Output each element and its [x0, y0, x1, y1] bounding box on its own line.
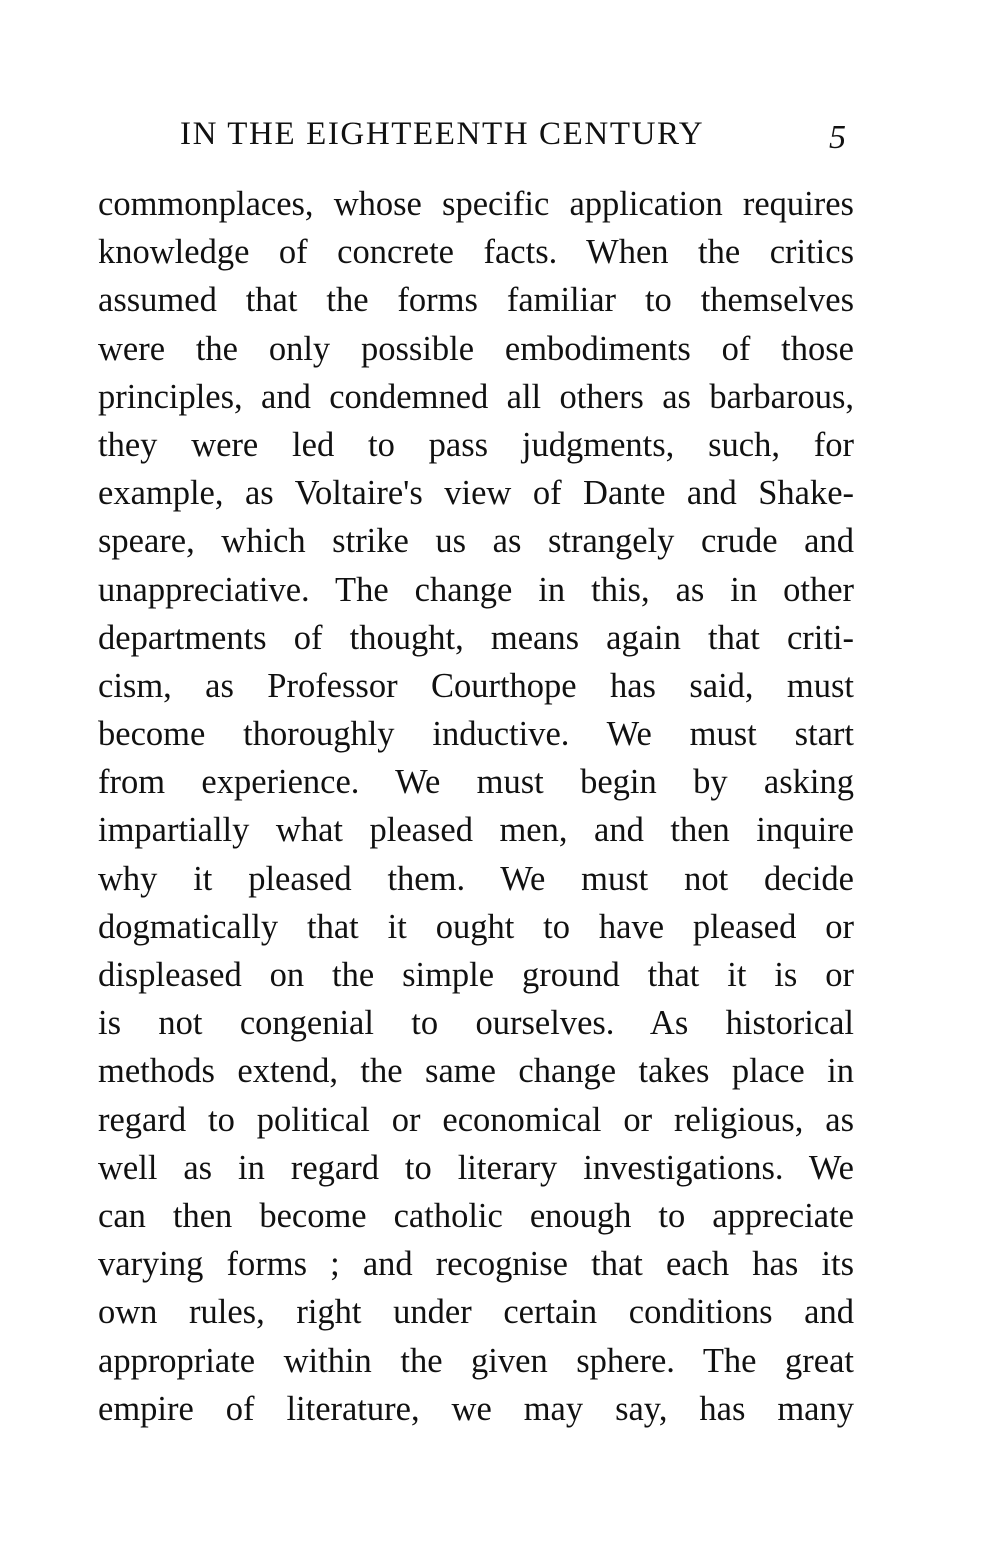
- text-line: knowledge of concrete facts. When the critics: [98, 233, 854, 272]
- text-line: displeased on the simple ground that it is or: [98, 956, 854, 994]
- text-line: become thoroughly inductive. We must start: [98, 715, 854, 754]
- text-line: well as in regard to literary investigations. We: [98, 1148, 854, 1187]
- text-line: methods extend, the same change takes place in: [98, 1052, 854, 1091]
- text-line: were the only possible embodiments of those: [98, 329, 854, 368]
- text-line: can then become catholic enough to appreciate: [98, 1196, 854, 1235]
- text-line: empire of literature, we may say, has many: [98, 1389, 854, 1428]
- text-line: cism, as Professor Courthope has said, must: [98, 666, 854, 705]
- running-title: IN THE EIGHTEENTH CENTURY: [180, 116, 705, 152]
- text-line: example, as Voltaire's view of Dante and Shake-: [98, 474, 854, 513]
- text-line: why it pleased them. We must not decide: [98, 859, 854, 898]
- text-line: unappreciative. The change in this, as in other: [98, 570, 854, 609]
- running-head: [180, 112, 860, 156]
- text-line: regard to political or economical or religious, as: [98, 1100, 854, 1139]
- body-text: [98, 180, 854, 1433]
- text-line: speare, which strike us as strangely crude and: [98, 522, 854, 561]
- text-line: own rules, right under certain conditions and: [98, 1293, 854, 1332]
- text-line: dogmatically that it ought to have pleased or: [98, 907, 854, 946]
- page-number: 5: [829, 119, 846, 156]
- text-line: principles, and condemned all others as barbarous,: [98, 377, 854, 416]
- text-line: appropriate within the given sphere. The great: [98, 1341, 854, 1380]
- text-line: varying forms ; and recognise that each has its: [98, 1245, 854, 1284]
- text-line: commonplaces, whose specific application requires: [98, 185, 854, 223]
- text-line: they were led to pass judgments, such, for: [98, 425, 854, 464]
- text-line: departments of thought, means again that criti-: [98, 618, 854, 657]
- text-line: is not congenial to ourselves. As historical: [98, 1004, 854, 1043]
- text-line: from experience. We must begin by asking: [98, 763, 854, 802]
- text-line: impartially what pleased men, and then inquire: [98, 811, 854, 850]
- text-line: assumed that the forms familiar to themselves: [98, 281, 854, 320]
